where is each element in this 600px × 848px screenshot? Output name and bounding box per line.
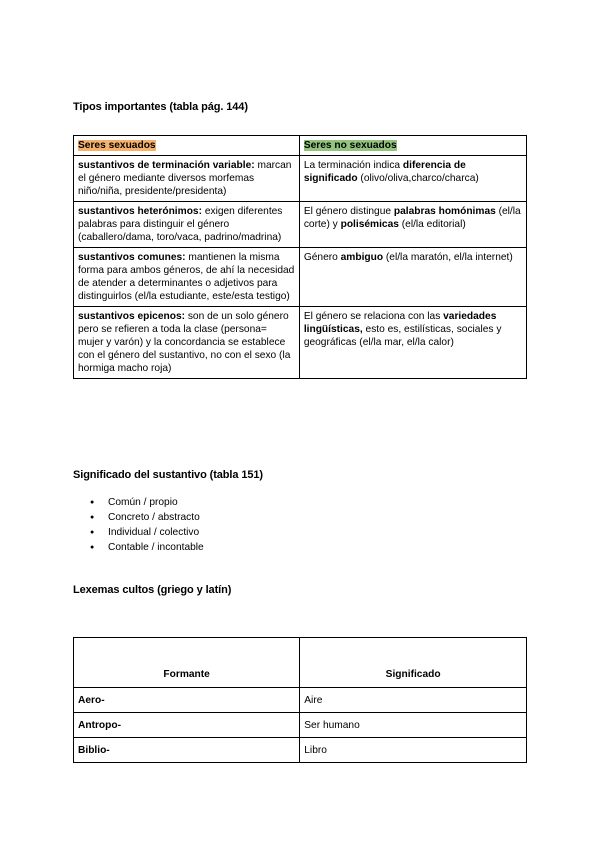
cell-left [74,307,300,379]
cell-formante [74,738,300,763]
header-seres-no-sexuados: Seres no sexuados [303,140,397,151]
formante-text: Aero- [78,694,105,706]
table-row [74,713,527,738]
cell-right [299,307,526,379]
formante-text: Biblio- [78,744,110,756]
text-bold: polisémicas [340,219,399,230]
text: Género [303,252,341,263]
meanings-list [90,495,204,555]
cell-significado: Aire [300,688,527,713]
table-row [74,688,527,713]
term-bold: sustantivos epicenos: [78,311,185,322]
term-description: exigen diferentes palabras para distinguir el género (caballero/dama, toro/vaca, padrino/madrina) [78,206,283,243]
table-row [74,307,527,379]
header-formante: Formante [74,638,300,688]
cell-formante [74,713,300,738]
cell-right [299,156,526,202]
table-row [74,738,527,763]
header-cell-left [74,136,300,156]
term-bold: sustantivos de terminación variable: [78,160,255,171]
lexemas-table-header [74,638,527,688]
heading-types: Tipos importantes (tabla pág. 144) [73,101,248,113]
heading-lexemas: Lexemas cultos (griego y latín) [73,584,232,596]
header-cell-right [299,136,526,156]
cell-right [299,248,526,307]
header-seres-sexuados: Seres sexuados [78,140,156,151]
cell-significado: Ser humano [300,713,527,738]
list-item: ● Contable / incontable [90,540,204,555]
text: El género se relaciona con las [303,311,444,322]
term-description: marcan el género mediante diversos morfemas niño/niña, presidente/presidenta) [78,160,292,197]
text: (el/la corte) y [303,206,521,230]
heading-meaning: Significado del sustantivo (tabla 151) [73,469,263,481]
cell-right [299,202,526,248]
term-bold: sustantivos heterónimos: [78,206,202,217]
cell-significado: Libro [300,738,527,763]
list-item: ● Común / propio [90,495,204,510]
text-bold: diferencia de significado [303,160,466,184]
text: (el/la editorial) [398,219,466,230]
term-description: son de un solo género pero se refieren a toda la clase (persona= mujer y varón) y la concordancia se establece con el género del sustantivo, no con el sexo (la hormiga macho roja) [78,311,291,374]
text: (olivo/oliva,charco/charca) [357,173,479,184]
term-bold: sustantivos comunes: [78,252,186,263]
text: esto es, estilísticas, sociales y geográficas (el/la mar, el/la calor) [303,324,502,348]
table-row [74,248,527,307]
table-row [74,156,527,202]
table-row [74,202,527,248]
cell-formante [74,688,300,713]
cell-left [74,202,300,248]
header-significado: Significado [300,638,527,688]
text: (el/la maratón, el/la internet) [383,252,513,263]
cell-left [74,248,300,307]
list-item: ● Individual / colectivo [90,525,204,540]
list-item: ● Concreto / abstracto [90,510,204,525]
text-bold: palabras homónimas [393,206,496,217]
term-description: mantienen la misma forma para ambos géneros, de ahí la necesidad de atender a determinantes o adjetivos para distinguirlos (el/la estudiante, este/esta testigo) [78,252,295,302]
text-bold: ambiguo [340,252,384,263]
text: La terminación indica [303,160,403,171]
text-bold: variedades lingüísticas, [303,311,497,335]
types-table-header [74,136,527,156]
cell-left [74,156,300,202]
text: El género distingue [303,206,394,217]
types-table [73,135,527,379]
formante-text: Antropo- [78,719,121,731]
lexemas-table [73,637,527,763]
